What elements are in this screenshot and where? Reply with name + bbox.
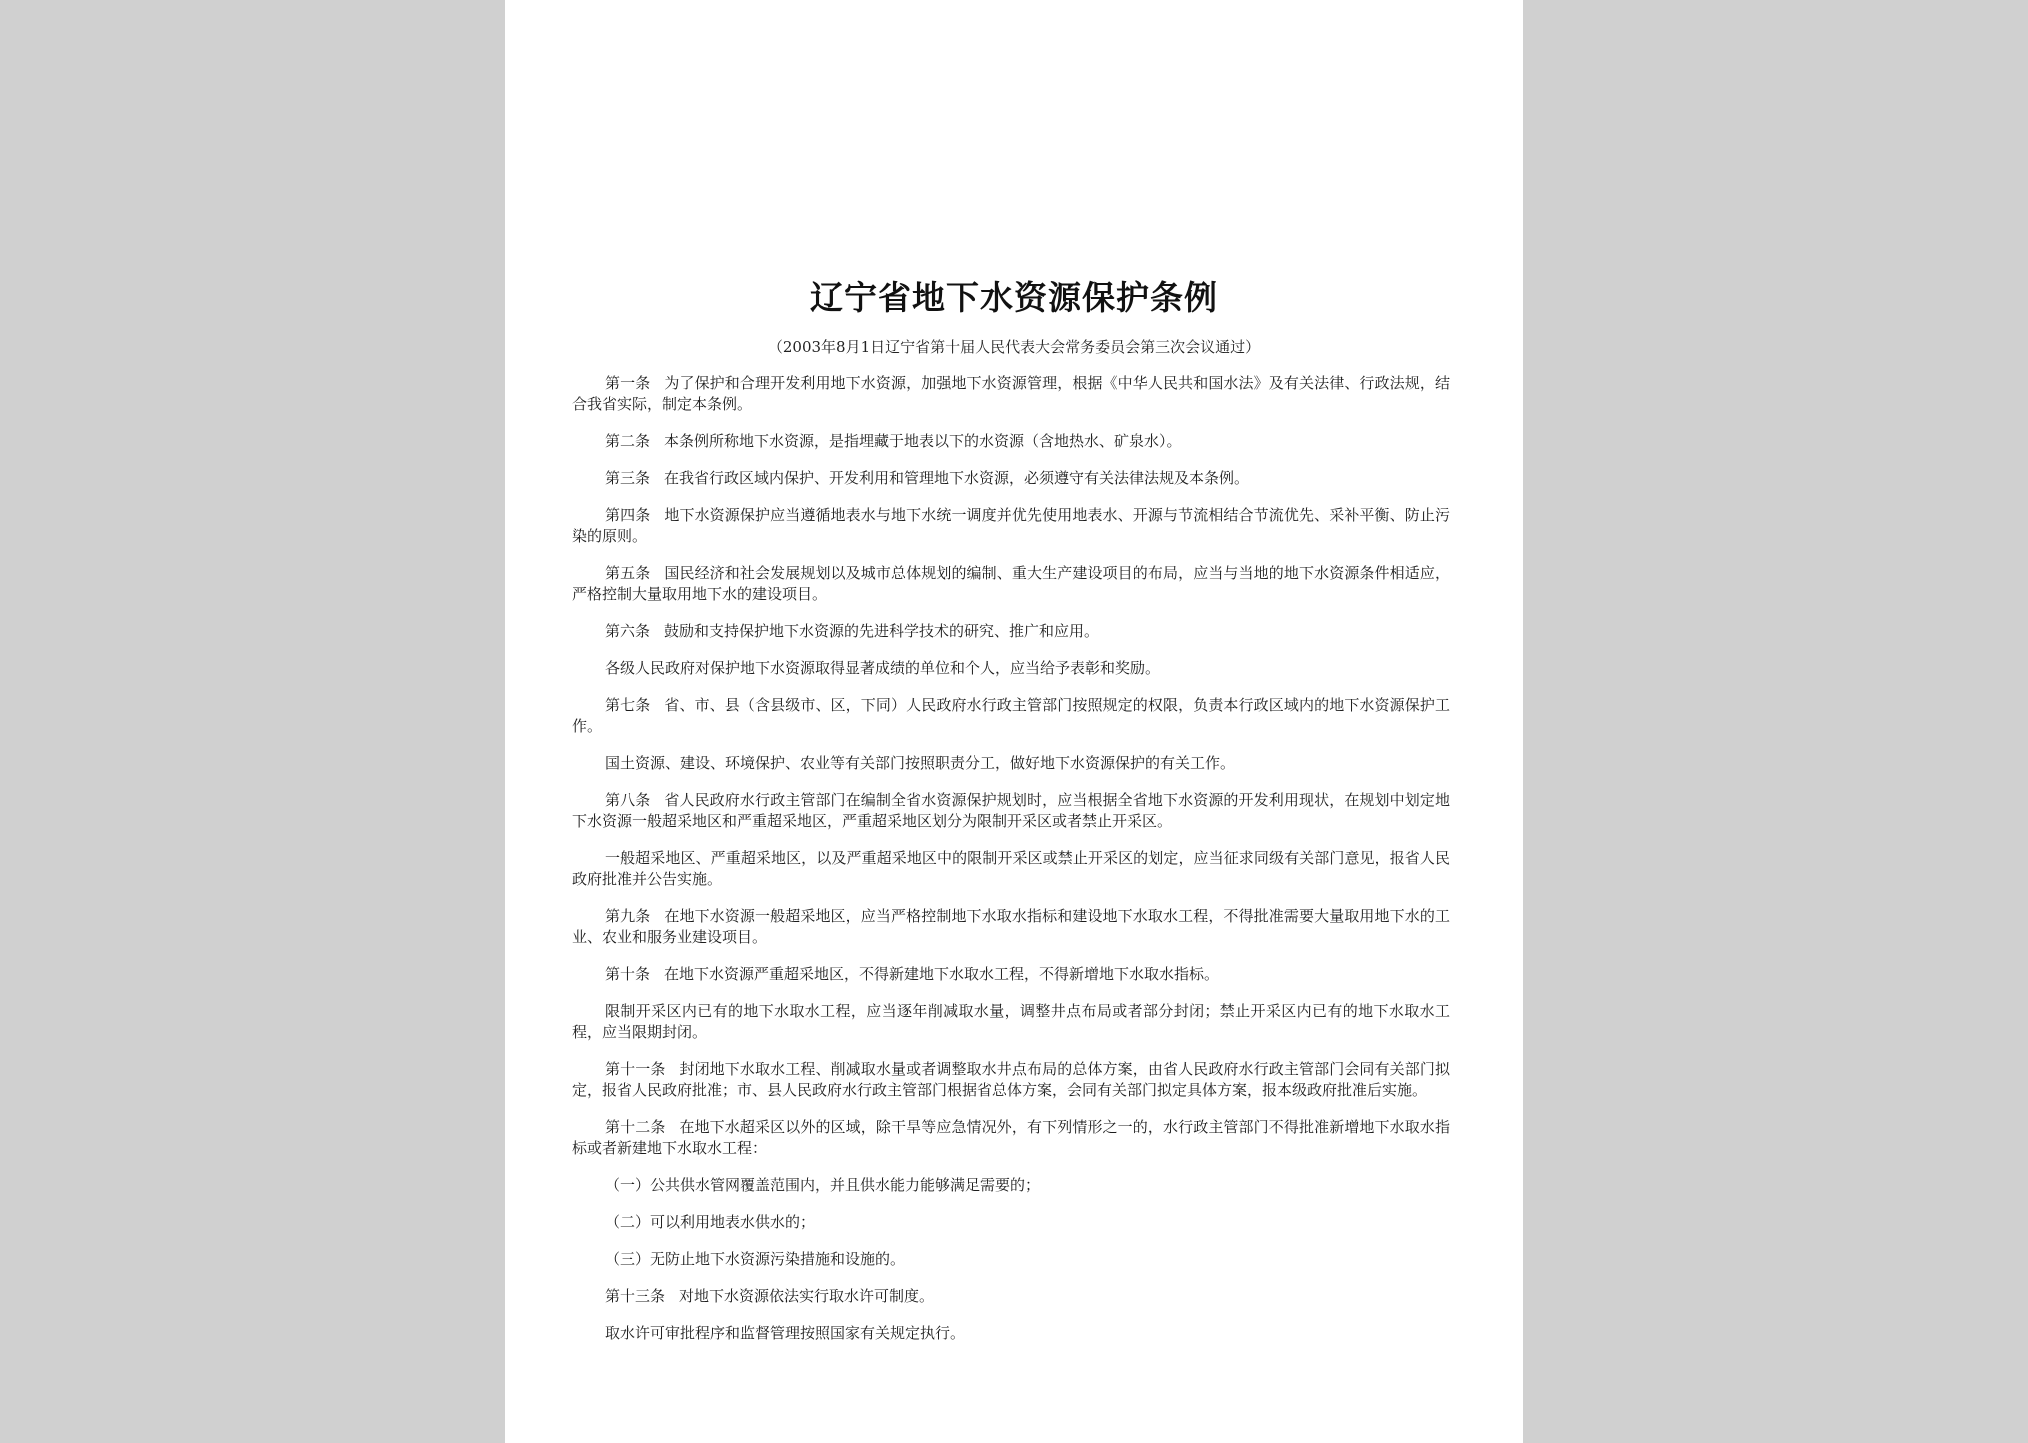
- article-text: 在地下水资源一般超采地区，应当严格控制地下水取水指标和建设地下水取水工程，不得批准需要大量取用地下水的工业、农业和服务业建设项目。: [572, 907, 1450, 946]
- article-paragraph: [572, 790, 1450, 832]
- article-number: 第一条: [605, 374, 651, 392]
- article-text: 国民经济和社会发展规划以及城市总体规划的编制、重大生产建设项目的布局，应当与当地的地下水资源条件相适应，严格控制大量取用地下水的建设项目。: [572, 564, 1450, 603]
- article-paragraph: [572, 563, 1450, 605]
- article-paragraph: [572, 1249, 1450, 1270]
- article-text: 对地下水资源依法实行取水许可制度。: [679, 1287, 935, 1305]
- article-text: 各级人民政府对保护地下水资源取得显著成绩的单位和个人，应当给予表彰和奖励。: [605, 659, 1161, 677]
- article-paragraph: [572, 964, 1450, 985]
- article-text: 取水许可审批程序和监督管理按照国家有关规定执行。: [605, 1324, 966, 1342]
- article-number: 第十三条: [605, 1287, 666, 1305]
- article-paragraph: [572, 505, 1450, 547]
- article-text: （二）可以利用地表水供水的；: [605, 1213, 816, 1231]
- article-text: 限制开采区内已有的地下水取水工程，应当逐年削减取水量，调整井点布局或者部分封闭；禁止开采区内已有的地下水取水工程，应当限期封闭。: [572, 1002, 1450, 1041]
- article-paragraph: [572, 431, 1450, 452]
- article-text: 在我省行政区域内保护、开发利用和管理地下水资源，必须遵守有关法律法规及本条例。: [664, 469, 1250, 487]
- article-paragraph: [572, 621, 1450, 642]
- document-subtitle: （2003年8月1日辽宁省第十届人民代表大会常务委员会第三次会议通过）: [767, 338, 1261, 356]
- article-paragraph: [572, 695, 1450, 737]
- document-body: [572, 373, 1450, 1360]
- article-text: 省、市、县（含县级市、区，下同）人民政府水行政主管部门按照规定的权限，负责本行政区域内的地下水资源保护工作。: [572, 696, 1450, 735]
- article-number: 第八条: [605, 791, 651, 809]
- article-number: 第六条: [605, 622, 651, 640]
- article-number: 第三条: [605, 469, 651, 487]
- article-text: 封闭地下水取水工程、削减取水量或者调整取水井点布局的总体方案，由省人民政府水行政主管部门会同有关部门拟定，报省人民政府批准；市、县人民政府水行政主管部门根据省总体方案，会同有关部门拟定具体方案，报本级政府批准后实施。: [572, 1060, 1450, 1099]
- document-title: 辽宁省地下水资源保护条例: [810, 278, 1218, 317]
- article-text: 省人民政府水行政主管部门在编制全省水资源保护规划时，应当根据全省地下水资源的开发利用现状，在规划中划定地下水资源一般超采地区和严重超采地区，严重超采地区划分为限制开采区或者禁止开采区。: [572, 791, 1450, 830]
- article-text: 地下水资源保护应当遵循地表水与地下水统一调度并优先使用地表水、开源与节流相结合节流优先、采补平衡、防止污染的原则。: [572, 506, 1450, 545]
- article-text: 鼓励和支持保护地下水资源的先进科学技术的研究、推广和应用。: [664, 622, 1100, 640]
- article-text: 本条例所称地下水资源，是指埋藏于地表以下的水资源（含地热水、矿泉水）。: [664, 432, 1182, 450]
- article-paragraph: [572, 468, 1450, 489]
- article-number: 第二条: [605, 432, 651, 450]
- article-paragraph: [572, 658, 1450, 679]
- article-number: 第七条: [605, 696, 651, 714]
- article-text: 国土资源、建设、环境保护、农业等有关部门按照职责分工，做好地下水资源保护的有关工作。: [605, 754, 1236, 772]
- article-number: 第十条: [605, 965, 651, 983]
- article-text: 在地下水资源严重超采地区，不得新建地下水取水工程，不得新增地下水取水指标。: [664, 965, 1220, 983]
- article-paragraph: [572, 906, 1450, 948]
- article-text: （三）无防止地下水资源污染措施和设施的。: [605, 1250, 906, 1268]
- article-paragraph: [572, 1175, 1450, 1196]
- article-text: 一般超采地区、严重超采地区，以及严重超采地区中的限制开采区或禁止开采区的划定，应当征求同级有关部门意见，报省人民政府批准并公告实施。: [572, 849, 1450, 888]
- article-paragraph: [572, 1323, 1450, 1344]
- article-paragraph: [572, 1059, 1450, 1101]
- article-paragraph: [572, 1286, 1450, 1307]
- article-number: 第十一条: [605, 1060, 666, 1078]
- article-paragraph: [572, 848, 1450, 890]
- article-text: （一）公共供水管网覆盖范围内，并且供水能力能够满足需要的；: [605, 1176, 1041, 1194]
- article-paragraph: [572, 1117, 1450, 1159]
- article-paragraph: [572, 373, 1450, 415]
- article-text: 在地下水超采区以外的区域，除干旱等应急情况外，有下列情形之一的，水行政主管部门不得批准新增地下水取水指标或者新建地下水取水工程：: [572, 1118, 1450, 1157]
- article-text: 为了保护和合理开发利用地下水资源，加强地下水资源管理，根据《中华人民共和国水法》及有关法律、行政法规，结合我省实际，制定本条例。: [572, 374, 1450, 413]
- article-number: 第十二条: [605, 1118, 666, 1136]
- article-number: 第九条: [605, 907, 651, 925]
- article-number: 第五条: [605, 564, 651, 582]
- article-number: 第四条: [605, 506, 651, 524]
- article-paragraph: [572, 1212, 1450, 1233]
- document-page: [505, 0, 1523, 1443]
- article-paragraph: [572, 1001, 1450, 1043]
- article-paragraph: [572, 753, 1450, 774]
